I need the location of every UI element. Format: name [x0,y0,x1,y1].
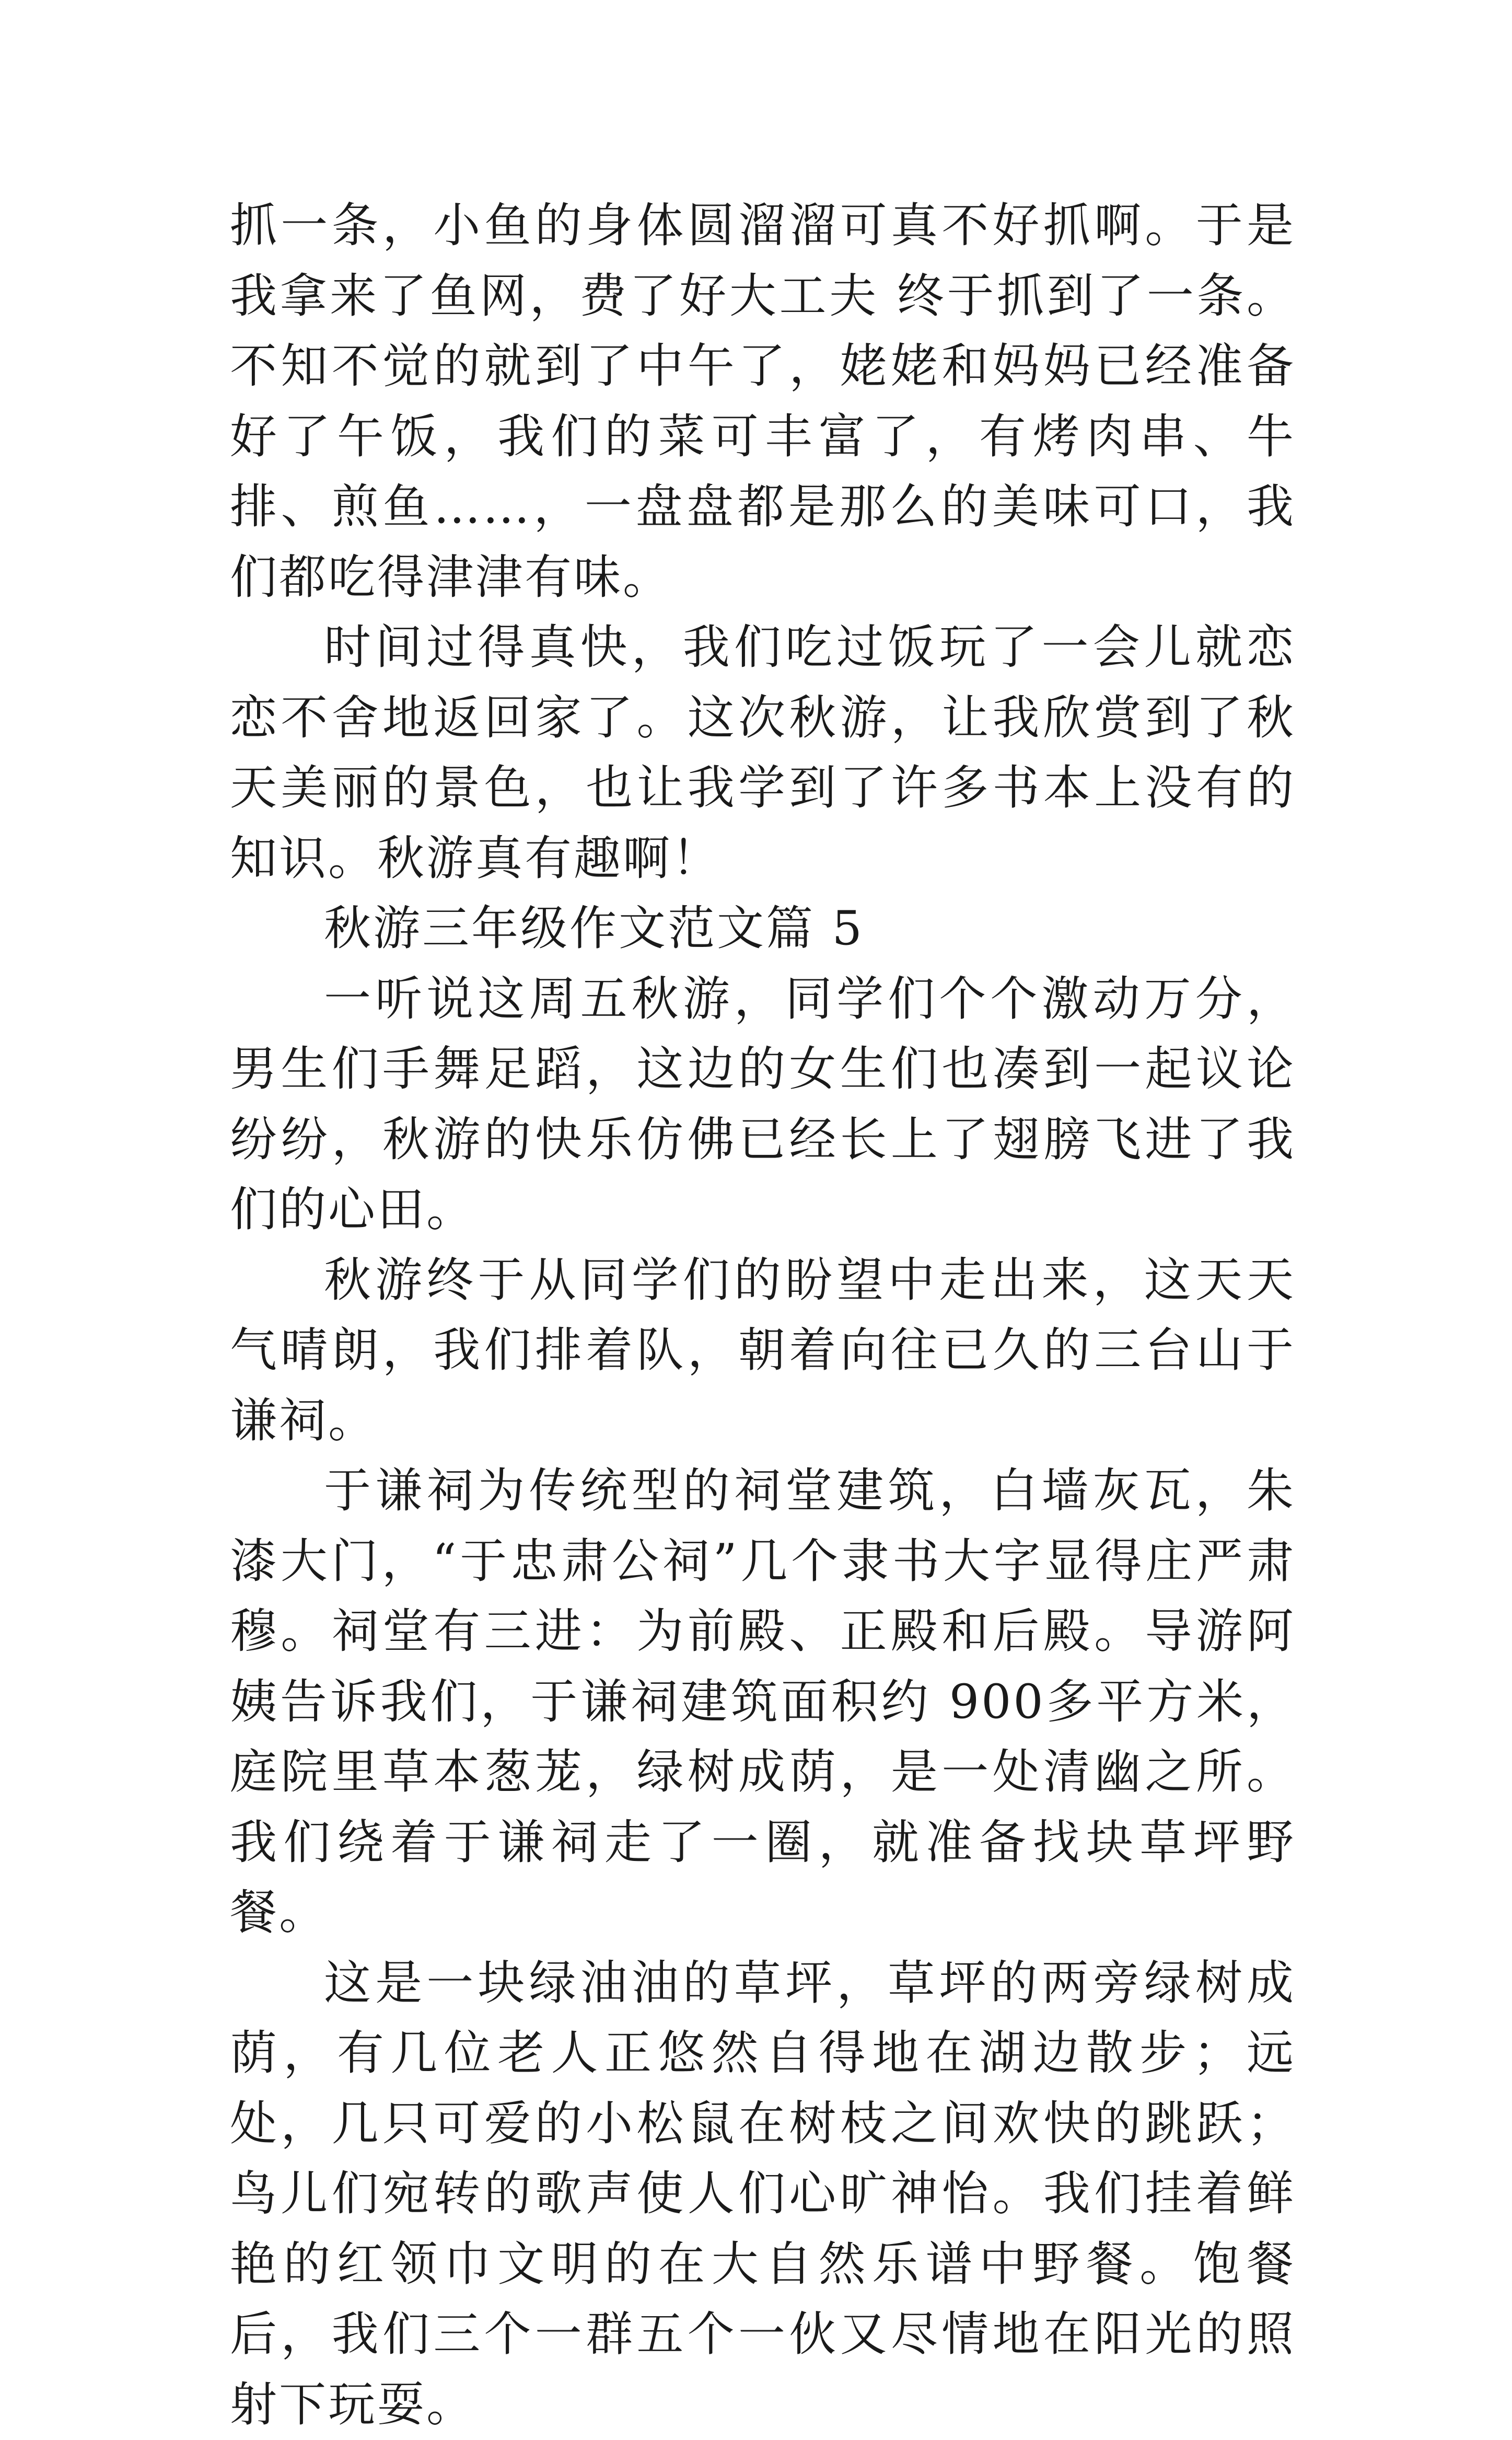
document-body [230,191,1296,2440]
paragraph-6: 于谦祠为传统型的祠堂建筑，白墙灰瓦，朱漆大门，“于忠肃公祠”几个隶书大字显得庄严肃穆。祠堂有三进：为前殿、正殿和后殿。导游阿姨告诉我们，于谦祠建筑面积约 900多平方米，庭院里草本葱茏，绿树成荫，是一处清幽之所。我们绕着于谦祠走了一圈，就准备找块草坪野餐。 [230,1456,1296,1948]
paragraph-2: 时间过得真快，我们吃过饭玩了一会儿就恋恋不舍地返回家了。这次秋游，让我欣赏到了秋天美丽的景色，也让我学到了许多书本上没有的知识。秋游真有趣啊！ [230,612,1296,894]
paragraph-4: 一听说这周五秋游，同学们个个激动万分，男生们手舞足蹈，这边的女生们也凑到一起议论纷纷，秋游的快乐仿佛已经长上了翅膀飞进了我们的心田。 [230,964,1296,1245]
paragraph-7: 这是一块绿油油的草坪，草坪的两旁绿树成荫，有几位老人正悠然自得地在湖边散步；远处，几只可爱的小松鼠在树枝之间欢快的跳跃；鸟儿们宛转的歌声使人们心旷神怡。我们挂着鲜艳的红领巾文明的在大自然乐谱中野餐。饱餐后，我们三个一群五个一伙又尽情地在阳光的照射下玩耍。 [230,1948,1296,2440]
paragraph-1: 抓一条，小鱼的身体圆溜溜可真不好抓啊。于是我拿来了鱼网，费了好大工夫 终于抓到了一条。不知不觉的就到了中午了，姥姥和妈妈已经准备好了午饭，我们的菜可丰富了，有烤肉串、牛排、煎鱼……，一盘盘都是那么的美味可口，我们都吃得津津有味。 [230,191,1296,612]
section-heading: 秋游三年级作文范文篇 5 [230,894,1296,964]
paragraph-5: 秋游终于从同学们的盼望中走出来，这天天气晴朗，我们排着队，朝着向往已久的三台山于谦祠。 [230,1245,1296,1456]
